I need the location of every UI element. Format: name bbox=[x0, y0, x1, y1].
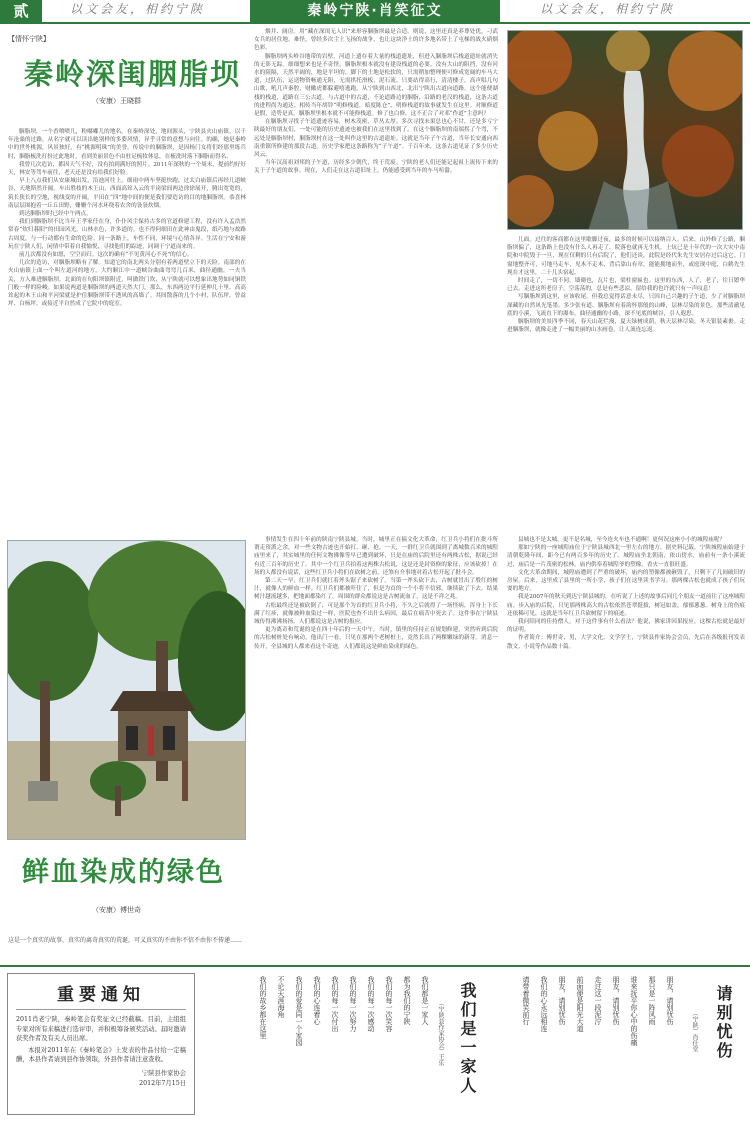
poem1-line: 我们都是一家人 bbox=[421, 976, 429, 1025]
article1-paragraph: 几次的造访，对胭脂坝略有了解。知道它的南北两头分别有着两道壁立下的天险。南部的在火山庙镇上面一个叫左道河的地方，大约顺江中一道峡谷曲曲弯弯几百米，曲径通幽，一夫当关，方入难进胭脂坝。北面的在旬阳坝镇附近，叫做铁门坎，从宁陕就可以想象出地势如同铜铁门般一样的险峻。如果说两道是胭脂坝的两道天然大门，那么，东西两边平行延伸几十里、高高耸起的木王山和平河梁就是护住胭脂坝带不透风的高墙了。其间散落的几个小村，队伍坪、曾益坪、白杨坪，或接近平自然成了它院中的庭室。 bbox=[8, 260, 246, 308]
article2-column-right bbox=[507, 536, 745, 961]
notice-box bbox=[7, 973, 195, 1115]
section-title: 秦岭宁陕·肖笑征文 bbox=[250, 0, 500, 22]
section-divider bbox=[0, 965, 750, 967]
article2-paragraph: 第二天一早，红卫兵们就扛着斧头锯子来砍树了。当第一斧头砍下去，古树就冒出了殷红的树汁，就像人的鲜血一样。红卫兵们都被吓住了，但是为首的一个小将不信邪，继续砍了下去。结果树汁越流越多，把地面都染红了。周围的群众都说这是古树流血了，这是不祥之兆。 bbox=[254, 578, 498, 601]
poem2-line: 那只是一阵风雨 bbox=[648, 976, 656, 1025]
article1-paragraph: 我曾几次造访，都因天气不好，没有拍到满好的照片。2011年深秋的一个周末，提前约好好天，林安等驾车前往，老天还是没有给我们好脸。 bbox=[8, 161, 246, 177]
article2-paragraph: 我问陪同的佳持僧人，对于这件事有什么看法？他说，佛家讲因果报应，这棵古松就是最好的证明。 bbox=[507, 619, 745, 634]
article-tag: 【情怀宁陕】 bbox=[8, 35, 50, 43]
article2-paragraph: 事情发生在四十年前的陕南宁陕县城。当时，城里正在搞文化大革命，红卫兵小将们在批斗所谓走资派之余，对一些文物古迹也开始打、砸、抢。一天，一群红卫兵就围到了离城数百米的城隍庙里来了，其实城里的任何文物佛像等早已遭到破坏，只是在庙的后院里还有两株古松，据说已经有近三百年的历史了。其中一个红卫兵拍着这两株古松说，这是还是封资修的象征，应该砍掉！在场的人都没有说话，这些红卫兵小将们在砍树之前，还煞有介事地对着古松开起了批斗会。 bbox=[254, 537, 498, 576]
poem1-line: 不论天涯海角 bbox=[277, 976, 285, 1018]
notice-body-2: 本报对2011年在《秦岭笔会》上发表的作品付给一定稿酬，本县作者请到县作协领取，外县作者请注意查收。 bbox=[16, 1046, 186, 1064]
poem2-title: 请别忧伤 bbox=[714, 985, 733, 1061]
article1-paragraph: 前几次都没有如愿，空空而归。这次的确有“不见黄河心不死”的信心。 bbox=[19, 252, 193, 259]
article1-paragraph: 胭脂坝的美景四季不同，春天山花烂漫，夏天绿树成荫，秋天层林尽染，冬天银装素裹。走进胭脂坝，就像走进了一幅美丽的山水画卷，让人流连忘返。 bbox=[507, 319, 745, 334]
article2-paragraph: 我是2007年的秋天到达宁陕县城的，在听说了上述的故事后同几个朋友一道前往了这座城隍庙。步入庙的后院，只见那两株高大的古松依然苍翠挺拔，树冠如盖，郁郁葱葱。树身上的伤痕还依稀可见，这就是当年红卫兵砍树留下的痕迹。 bbox=[507, 594, 745, 617]
poem1-lines bbox=[200, 976, 430, 1116]
poem1-author: （宁陕县作家协会）王乐 bbox=[437, 1000, 444, 1066]
article2-paragraph: 古松最终还是被砍倒了，可是那个为首的红卫兵小将，不久之后就得了一场怪病，浑身上下长满了红疹，就像被鲜血染过一样，医院也查不出什么病因，最后在痛苦中死去了。这件事在宁陕县城传得沸沸扬扬，人们都说这是古树的报应。 bbox=[254, 602, 498, 626]
poem2-author: （宁陕）肖仕堂 bbox=[691, 1010, 698, 1052]
article1-paragraph: 到达胭脂坝时已经中午两点。 bbox=[19, 211, 92, 218]
poem1-line: 我们的爱是同一个家园 bbox=[295, 976, 303, 1046]
article1-column-right bbox=[507, 236, 745, 536]
poem2-line: 我们的心永远相连 bbox=[540, 976, 548, 1032]
article2-intro: 这是一个真实的故事，真实的离奇真实的荒诞，可义真实的不由你不信不由你不传递…… bbox=[8, 937, 243, 944]
poem1-line: 我们的每一次笑容 bbox=[385, 976, 393, 1032]
poem1-line: 我们的每一次感动 bbox=[367, 976, 375, 1032]
header-rule bbox=[0, 22, 750, 24]
article1-paragraph: 我们到胭脂坝不比当年王孝家任在身，仆仆风尘保持古多的官道修建工程，没有许入孟浩然常春“炊归暮阳”的田园风光，山林水色，许多道的。也不得何细田在此神由鬼段，纸巧地与故路古周度，与一行动都有生命的危险。同一条路上，车性不同，环境与心情各异。生活在宁安和游玩在宁陕人们，闲情中带着自我愉悦，寻找他们的踪迹，同调于宁道而来的。 bbox=[8, 219, 246, 250]
poem2-line: 前面便是阳光大道 bbox=[576, 976, 584, 1032]
notice-title: 重要通知 bbox=[16, 980, 186, 1010]
article-title-2: 鲜血染成的绿色 bbox=[22, 857, 225, 888]
article-author-2: （安康）傅世奇 bbox=[92, 906, 141, 914]
memorial-tree-photo bbox=[7, 540, 246, 840]
poem1-title: 我们是一家人 bbox=[458, 982, 477, 1096]
notice-signature-org: 宁陕县作家协会 bbox=[141, 1069, 186, 1077]
article1-paragraph: 写胭脂坝到这里，应该收尾。但我总觉得话意未尽，只因自己兴趣的子午道，少了对胭脂坝深藏的自然风光笔墨。多少张有道、胭脂坝有着韵怀那般的山峰，层林尽染的景色，那些清澈见底的小溪，飞流直下的瀑布，曲径通幽的小路，深不见底的峡谷，引人遐思。 bbox=[507, 294, 745, 317]
article2-column-middle bbox=[254, 536, 498, 961]
article1-column-left bbox=[8, 128, 246, 535]
article1-paragraph: 在胭脂坝寻找子午道遗迹容易，树木茂密，草丛太厚。多次寻找未果总也心不甘，还是多亏宁陕最好的朋友们，一处可能的历史遗迹也被我们在这里找到了。在这个胭脂坝的南端拐了个弯，不远处是胭脂坝村，胭脂坝村在这一处叫作这里的古道遗址。这就是当年子午古道，当年长安通向西南重镇所修建的那段古道。历史学家把这条路称为“子午道”。千百年来，这条古道见证了多少历史风云。 bbox=[254, 119, 498, 159]
article-author-1: （安康）王晓群 bbox=[92, 97, 141, 105]
poem2-line: 朋友，请别忧伤 bbox=[612, 976, 620, 1025]
article1-column-middle bbox=[254, 28, 498, 535]
article1-paragraph: 胭脂坝，一个香喷喷儿，粉嘟嘟儿的地名。在秦岭深处，地间源头，宁陕县火山庙镇。以千年沧桑的过路。从名字就可以读出她别样的多姿风情，异乎寻常的意想与向往。的确，她是秦岭中的世外桃源，风景独好，有“桃源明珠”的美誉。传说中的胭脂坝，是因杨门女将们经那里练兵时，胭脂梳洗打扮过此地时，看到美丽景色不由驻足梳妆休息，在梳洗时落下胭脂而得名。 bbox=[8, 129, 246, 160]
article1-paragraph: 早上八点我们从安康城出发，沿池河往上。细雨中两车坚挺快跑，过太白庙镇后再经几道峡谷，天地斯然开阔。车出胜枝的木王山，西面高耸入云的平岗梁间两边徐徐展开，腾出宽宽的，筑长狭长的空地，视线变的开阔。平田在“四”地中间的便是我们要造访的目的地胭脂坝。恭喜林南层层围抱着一丘丘田野，姗姗个河水环绕着农舍的袅袅炊烟。 bbox=[8, 178, 246, 209]
poem2-line: 走过这一段泥泞 bbox=[594, 976, 602, 1025]
article2-paragraph: 县城也不是太城，更不是名城，至今连火车也不通啊！更何况这座小小的城隍庙呢？ bbox=[518, 537, 725, 543]
page-header bbox=[0, 0, 750, 22]
poem2-line: 谁来抚平你心中的伤痛 bbox=[630, 976, 638, 1046]
article1-paragraph: 胭脂坝两头岭谷地带的岩壁，河道上遗存着大量的栈道遗址，但进入胭脂坝后栈道遗址就消失的无影无踪。细细想来也是不奇怪，胭脂坝根本就没有建设栈道的必要。没有大山的阻挡，没有河水的阻隔，天然平阔的，地是平坦的，脚下的土地是松软的，只需稍加整理便可修成宽阔的车马大道，过队伍，运送物资畅通无阻，无需拱托滑板，泥石流。只要站得高行，清清楼子，高声唱几句山歌，吼几声秦腔，财徽虎都躲避嘻逃跑，从宁陕到山西北，北出宁陕出古道向道路。这个能便湖栈的栈道，道路在三公古道，与古道中的古道，不论道路边的胭脂，沿路的老汉的栈道，这条古道的进程尚为通达。相传当年胡铃“明修栈道，暗度陈仓”，明修栈道的故事就发生在这里。对顺修道是假，造势是真。胭脂坝里根本就不可能修栈道。修了也白修，这不正合了对邓“作道”主意吗？ bbox=[254, 53, 498, 118]
header-slogan-left: 以文会友，相约宁陕 bbox=[70, 2, 206, 16]
poem1-line: 我们的每一次努力 bbox=[349, 976, 357, 1032]
article2-paragraph: 那如宁陕的一座城隍庙位于宁陕县城西北一里左右的地方。据史料记载，宁陕城隍庙始建于清朝乾隆年间，距今已有两百多年的历史了。城隍庙坐北朝南，依山傍水，庙前有一条小溪流过，庙后是一片茂密的松林。庙内供奉着城隍爷的塑像，香火一直很旺盛。 bbox=[507, 545, 745, 568]
article1-paragraph: 当年汉高祖刘邦的子午道，历经多少朝代，终于荒废。宁陕的老人们还能记起祖上流传下来的关于子午道的故事。现在，人们走在这古道旧址上，仍能感受到当年的车马喧嚣。 bbox=[254, 160, 498, 175]
poem1-line: 我们的心连着心 bbox=[313, 976, 321, 1025]
poem2-line: 请带着微笑前行 bbox=[522, 976, 530, 1025]
notice-signature-date: 2012年7月15日 bbox=[139, 1079, 186, 1087]
article2-paragraph: 文化大革命期间，城隍庙遭到了严重的破坏，庙内的塑像都被砸毁了，只剩下了几间破旧的房屋。后来，这里成了县里的一所小学，孩子们在这里读书学习。那两棵古松也就成了孩子们玩耍的地方。 bbox=[507, 569, 745, 593]
header-slogan-right: 以文会友，相约宁陕 bbox=[540, 2, 676, 16]
poem1-line: 都为我们的宁陕 bbox=[403, 976, 411, 1025]
article1-paragraph: 时间走了，一切不同。墙砌也，瓦片也，梁柱窗匾也。这里的东西，人了，老了，往日繁华已去。走进这所老房子，空荡荡的，总是有些悲凉。留给我的也许就只有一声叹息！ bbox=[507, 278, 745, 293]
poem2-line: 朋友，请别忧伤 bbox=[666, 976, 674, 1025]
article2-paragraph: 作者简介：傅世奇，男，大学文化，文学学士，宁陕县作家协会会员，先后在各级报刊发表散文、小说等作品数十篇。 bbox=[507, 635, 745, 650]
poem2-line: 朋友，请别忧伤 bbox=[558, 976, 566, 1025]
poem1-line: 我们的每一次付出 bbox=[331, 976, 339, 1032]
article2-paragraph: 更为离奇和荒诞的是在四十年后的一天中午，当时，镇里的佳持正在规划修建，突然听到后院的古松树桩处有响动，他出门一看，只见在那两个老树桩上，竟然长出了两棵嫩绿的新芽。消息一传开，全县城的人都来看这个奇迹，人们都说这是鲜血染成的绿色。 bbox=[254, 627, 498, 650]
notice-body: 2011肖老宁陕，秦岭笔会有奖征文已经截稿。目前，主组组专家对所有来稿进行选评审，并积极筹备颁奖活动。届时邀请获奖作者及有关人员出席。 bbox=[16, 1016, 187, 1043]
article-title-1: 秦岭深闺胭脂坝 bbox=[24, 57, 242, 91]
page-number: 贰 bbox=[0, 0, 42, 22]
article1-paragraph: 烟井、阔房。用“藏在深闺无人识”来形容胭脂坝最是合适。则说，这里还真是养尊处优，刁武女兵的居住地。难怪，曾经多次尘土飞扬的战争，也让这块净土的许多地名带上了屯梯的战火硝烟色彩。 bbox=[254, 29, 498, 52]
waterfall-photo bbox=[507, 30, 743, 230]
article1-paragraph: 儿面。过往的客商都在这里歇脚过夜，最多的时候可以接纳百人。后来，山外修了公路，胭脂坝偏了，这条路上也没有什么人再走了，院落也就再无生机。土炕已是十年代的一次大灾中南院和中院毁于一旦，现在仅剩的只有后院了，他们还谈，此院是经代朱先生安居存过后这它。门窗地整齐可，可地马走车，见木不走木，背后靠山有章，能能拥地而坐，或庭现中庭，白鹤先生现在才这里，二十几头宿起。 bbox=[507, 237, 745, 276]
poem1-line: 我们的故乡都在这里 bbox=[259, 976, 267, 1039]
poem2-lines bbox=[485, 976, 675, 1116]
